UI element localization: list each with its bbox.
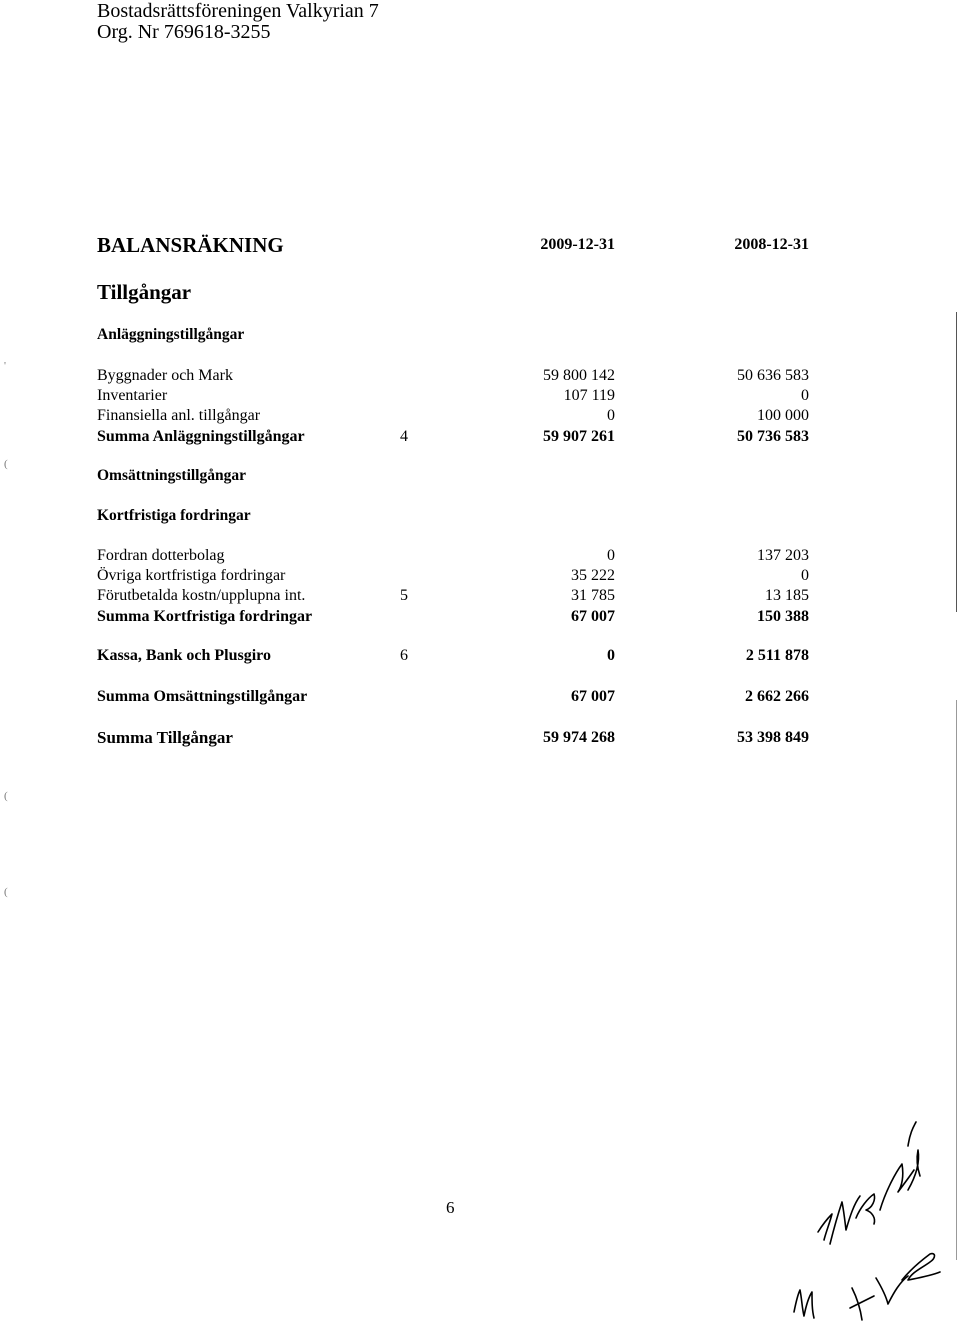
scan-speck: ' <box>4 360 6 372</box>
handwritten-signature <box>790 1120 960 1329</box>
organization-name: Bostadsrättsföreningen Valkyrian 7 <box>97 0 379 22</box>
sum-value-previous: 2 662 266 <box>745 688 809 705</box>
sum-value-previous: 2 511 878 <box>745 647 809 664</box>
scan-speck: ( <box>4 886 8 898</box>
row-label: Fordran dotterbolag <box>97 547 225 564</box>
sum-value-current: 59 907 261 <box>543 428 615 445</box>
row-label: Inventarier <box>97 387 168 404</box>
total-label: Summa Tillgångar <box>97 728 233 747</box>
note-reference: 6 <box>400 647 408 664</box>
total-value-current: 59 974 268 <box>543 729 615 746</box>
group-heading-anlaggningstillgangar: Anläggningstillgångar <box>97 326 245 343</box>
row-value-current: 59 800 142 <box>543 367 615 384</box>
row-value-current: 31 785 <box>571 587 615 604</box>
row-value-previous: 13 185 <box>765 587 809 604</box>
sum-value-current: 67 007 <box>571 608 615 625</box>
row-value-current: 0 <box>607 547 615 564</box>
sum-label: Summa Kortfristiga fordringar <box>97 608 313 625</box>
row-label: Förutbetalda kostn/upplupna int. <box>97 587 306 604</box>
section-heading-tillgangar: Tillgångar <box>97 280 192 304</box>
group-heading-kortfristiga-fordringar: Kortfristiga fordringar <box>97 507 251 524</box>
page-title: BALANSRÄKNING <box>97 233 284 257</box>
sum-value-previous: 150 388 <box>757 608 809 625</box>
row-label: Byggnader och Mark <box>97 367 233 384</box>
scan-speck: ( <box>4 458 8 470</box>
date-previous-year: 2008-12-31 <box>734 236 809 253</box>
row-value-current: 107 119 <box>563 387 615 404</box>
row-label: Finansiella anl. tillgångar <box>97 407 261 424</box>
row-value-previous: 0 <box>801 567 809 584</box>
row-value-current: 35 222 <box>571 567 615 584</box>
row-label: Övriga kortfristiga fordringar <box>97 567 286 584</box>
row-value-previous: 137 203 <box>757 547 809 564</box>
sum-value-previous: 50 736 583 <box>737 428 809 445</box>
sum-label: Summa Anläggningstillgångar <box>97 428 305 445</box>
organization-number: Org. Nr 769618-3255 <box>97 21 271 43</box>
scan-edge-line <box>956 312 957 612</box>
row-value-previous: 100 000 <box>757 407 809 424</box>
page-number: 6 <box>446 1198 455 1217</box>
sum-value-current: 0 <box>607 647 615 664</box>
sum-value-current: 67 007 <box>571 688 615 705</box>
scan-speck: ( <box>4 790 8 802</box>
group-heading-omsattningstillgangar: Omsättningstillgångar <box>97 467 246 484</box>
date-current-year: 2009-12-31 <box>540 236 615 253</box>
note-reference: 4 <box>400 428 408 445</box>
sum-label: Summa Omsättningstillgångar <box>97 688 308 705</box>
row-value-previous: 50 636 583 <box>737 367 809 384</box>
note-reference: 5 <box>400 587 408 604</box>
row-value-current: 0 <box>607 407 615 424</box>
row-value-previous: 0 <box>801 387 809 404</box>
sum-label: Kassa, Bank och Plusgiro <box>97 647 271 664</box>
total-value-previous: 53 398 849 <box>737 729 809 746</box>
